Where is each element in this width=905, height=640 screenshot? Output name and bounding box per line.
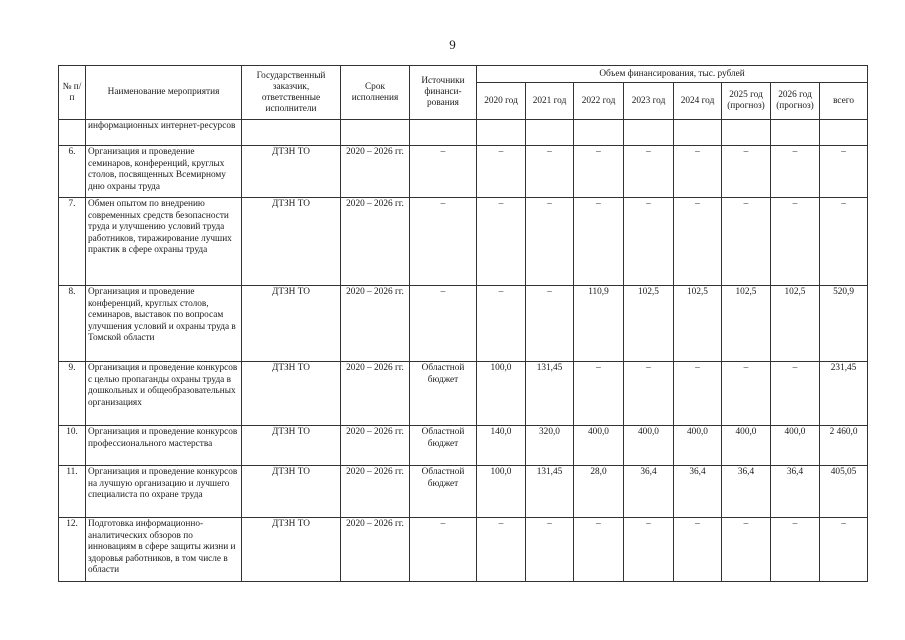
- row-value: 400,0: [674, 426, 722, 466]
- row-value: 231,45: [820, 362, 868, 426]
- row-term: 2020 – 2026 гг.: [341, 198, 410, 286]
- row-value: 2 460,0: [820, 426, 868, 466]
- row-value: –: [574, 198, 624, 286]
- row-value: –: [526, 286, 574, 362]
- row-value: –: [722, 198, 771, 286]
- row-term: 2020 – 2026 гг.: [341, 286, 410, 362]
- row-value: –: [574, 518, 624, 582]
- row-value: 110,9: [574, 286, 624, 362]
- header-year: 2024 год: [674, 83, 722, 120]
- row-value: –: [526, 518, 574, 582]
- row-value: –: [526, 146, 574, 198]
- row-value: –: [477, 198, 526, 286]
- row-value: –: [674, 518, 722, 582]
- row-source: –: [410, 198, 477, 286]
- row-value: –: [820, 198, 868, 286]
- row-value: –: [674, 362, 722, 426]
- row-value: –: [477, 146, 526, 198]
- row-value: –: [477, 286, 526, 362]
- row-name: Подготовка информационно-аналитических обзоров по инновациям в сфере защиты жизни и здоровья работников, в том числе в области: [86, 518, 242, 582]
- row-customer: ДТЗН ТО: [242, 426, 341, 466]
- row-name: Организация и проведение семинаров, конференций, круглых столов, посвященных Всемирному дню охраны труда: [86, 146, 242, 198]
- row-value: [722, 120, 771, 146]
- row-value: 28,0: [574, 466, 624, 518]
- row-num: 11.: [59, 466, 86, 518]
- row-value: 100,0: [477, 362, 526, 426]
- row-value: 131,45: [526, 466, 574, 518]
- row-customer: ДТЗН ТО: [242, 286, 341, 362]
- header-year: 2026 год (прогноз): [771, 83, 820, 120]
- row-source: –: [410, 286, 477, 362]
- table-row: [59, 120, 868, 146]
- row-value: 400,0: [624, 426, 674, 466]
- header-year: 2025 год (прогноз): [722, 83, 771, 120]
- header-source: Источники финанси-рования: [410, 66, 477, 120]
- row-num: 10.: [59, 426, 86, 466]
- row-customer: [242, 120, 341, 146]
- row-name: Организация и проведение конкурсов на лучшую организацию и лучшего специалиста по охране труда: [86, 466, 242, 518]
- row-value: –: [722, 362, 771, 426]
- header-customer: Государственный заказчик, ответственные исполнители: [242, 66, 341, 120]
- row-name: Организация и проведение конференций, круглых столов, семинаров, выставок по вопросам улучшения условий и охраны труда в Томской области: [86, 286, 242, 362]
- row-value: 100,0: [477, 466, 526, 518]
- row-value: 36,4: [624, 466, 674, 518]
- row-value: 102,5: [674, 286, 722, 362]
- row-value: 400,0: [574, 426, 624, 466]
- row-source: Областной бюджет: [410, 466, 477, 518]
- row-value: 405,05: [820, 466, 868, 518]
- page-number: 9: [449, 37, 456, 52]
- row-num: 8.: [59, 286, 86, 362]
- header-year: всего: [820, 83, 868, 120]
- table-row: [59, 518, 868, 582]
- row-value: –: [624, 362, 674, 426]
- row-customer: ДТЗН ТО: [242, 466, 341, 518]
- row-value: [624, 120, 674, 146]
- table-row: [59, 146, 868, 198]
- row-value: –: [771, 518, 820, 582]
- row-value: –: [820, 146, 868, 198]
- row-term: 2020 – 2026 гг.: [341, 426, 410, 466]
- row-value: –: [771, 146, 820, 198]
- row-name: Организация и проведение конкурсов с целью пропаганды охраны труда в дошкольных и общеобразовательных организациях: [86, 362, 242, 426]
- row-customer: ДТЗН ТО: [242, 198, 341, 286]
- row-value: –: [820, 518, 868, 582]
- row-value: [526, 120, 574, 146]
- row-customer: ДТЗН ТО: [242, 146, 341, 198]
- header-name: Наименование мероприятия: [86, 66, 242, 120]
- row-value: 36,4: [722, 466, 771, 518]
- row-value: 140,0: [477, 426, 526, 466]
- row-value: –: [574, 146, 624, 198]
- row-term: 2020 – 2026 гг.: [341, 466, 410, 518]
- row-term: 2020 – 2026 гг.: [341, 146, 410, 198]
- row-customer: ДТЗН ТО: [242, 518, 341, 582]
- row-name: Обмен опытом по внедрению современных средств безопасности труда и улучшению условий труда работников, тиражирование лучших практик в сфере охраны труда: [86, 198, 242, 286]
- row-source: [410, 120, 477, 146]
- row-source: Областной бюджет: [410, 426, 477, 466]
- table-row: [59, 466, 868, 518]
- header-year: 2022 год: [574, 83, 624, 120]
- header-year: 2020 год: [477, 83, 526, 120]
- row-num: 7.: [59, 198, 86, 286]
- row-source: –: [410, 146, 477, 198]
- table-row: [59, 198, 868, 286]
- row-name: информационных интернет-ресурсов: [86, 120, 242, 146]
- row-num: [59, 120, 86, 146]
- row-value: –: [624, 198, 674, 286]
- row-value: –: [771, 362, 820, 426]
- row-value: –: [624, 146, 674, 198]
- row-term: [341, 120, 410, 146]
- row-value: –: [624, 518, 674, 582]
- row-name: Организация и проведение конкурсов профессионального мастерства: [86, 426, 242, 466]
- header-year: 2021 год: [526, 83, 574, 120]
- header-term: Срок исполнения: [341, 66, 410, 120]
- row-term: 2020 – 2026 гг.: [341, 518, 410, 582]
- table-body: [59, 120, 868, 582]
- row-source: –: [410, 518, 477, 582]
- row-value: 36,4: [771, 466, 820, 518]
- row-value: –: [574, 362, 624, 426]
- row-term: 2020 – 2026 гг.: [341, 362, 410, 426]
- row-num: 6.: [59, 146, 86, 198]
- row-value: [574, 120, 624, 146]
- row-value: [771, 120, 820, 146]
- row-num: 9.: [59, 362, 86, 426]
- table-row: [59, 286, 868, 362]
- row-value: –: [722, 518, 771, 582]
- row-source: Областной бюджет: [410, 362, 477, 426]
- row-value: [674, 120, 722, 146]
- row-value: [477, 120, 526, 146]
- row-value: 102,5: [624, 286, 674, 362]
- table-header: [59, 66, 868, 120]
- row-value: –: [722, 146, 771, 198]
- row-value: 102,5: [771, 286, 820, 362]
- row-value: 36,4: [674, 466, 722, 518]
- row-value: –: [674, 198, 722, 286]
- row-value: –: [526, 198, 574, 286]
- row-value: –: [477, 518, 526, 582]
- row-value: –: [674, 146, 722, 198]
- row-value: –: [771, 198, 820, 286]
- row-value: 102,5: [722, 286, 771, 362]
- row-value: 400,0: [771, 426, 820, 466]
- header-funding: Объем финансирования, тыс. рублей: [477, 66, 868, 83]
- header-num: № п/п: [59, 66, 86, 120]
- table-row: [59, 426, 868, 466]
- row-value: 131,45: [526, 362, 574, 426]
- row-customer: ДТЗН ТО: [242, 362, 341, 426]
- row-num: 12.: [59, 518, 86, 582]
- row-value: 320,0: [526, 426, 574, 466]
- row-value: [820, 120, 868, 146]
- table-row: [59, 362, 868, 426]
- row-value: 400,0: [722, 426, 771, 466]
- header-year: 2023 год: [624, 83, 674, 120]
- funding-table: [58, 65, 868, 582]
- row-value: 520,9: [820, 286, 868, 362]
